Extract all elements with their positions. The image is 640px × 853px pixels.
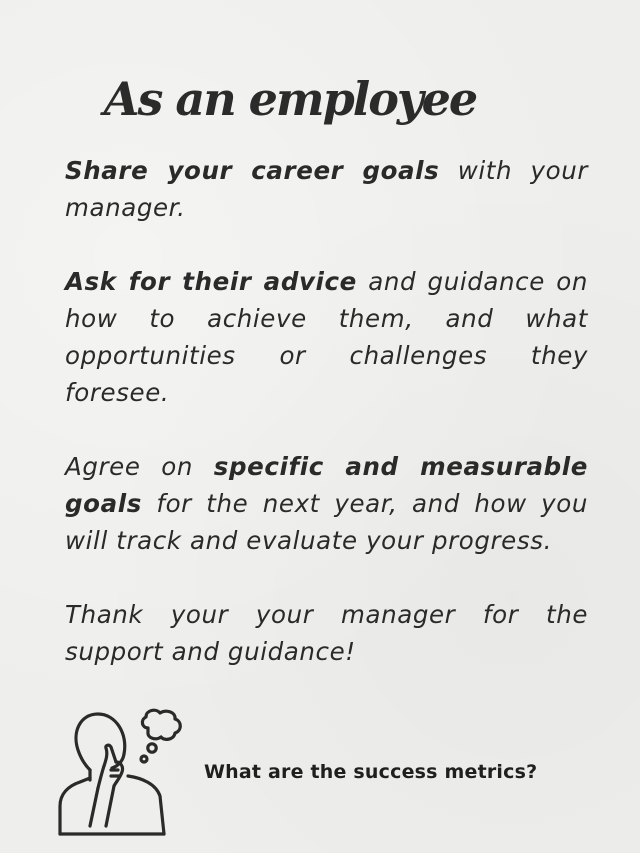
- thinking-person-icon: [56, 706, 186, 841]
- paragraph-bold-text: specific and measurable goals: [65, 452, 589, 518]
- paragraph-bold-text: Ask for their advice: [65, 267, 357, 296]
- paragraph-bold-text: Share your career goals: [65, 156, 440, 185]
- paragraph-agree-goals: [65, 448, 588, 559]
- paragraph-ask-advice: [65, 263, 588, 411]
- paragraph-text: with your manager.: [65, 156, 588, 222]
- page-title: As an employee: [103, 72, 477, 126]
- paragraph-text: for the next year, and how you will track and evaluate your progress.: [65, 489, 588, 555]
- paragraph-text: Thank your your manager for the support and guidance!: [65, 600, 588, 666]
- paragraph-text: Agree on: [65, 452, 214, 481]
- paragraph-share-goals: [65, 152, 588, 226]
- paragraph-thank-manager: [65, 596, 588, 670]
- success-metrics-caption: What are the success metrics?: [204, 761, 538, 783]
- paragraph-text: and guidance on how to achieve them, and what opportunities or challenges they foresee.: [65, 267, 588, 407]
